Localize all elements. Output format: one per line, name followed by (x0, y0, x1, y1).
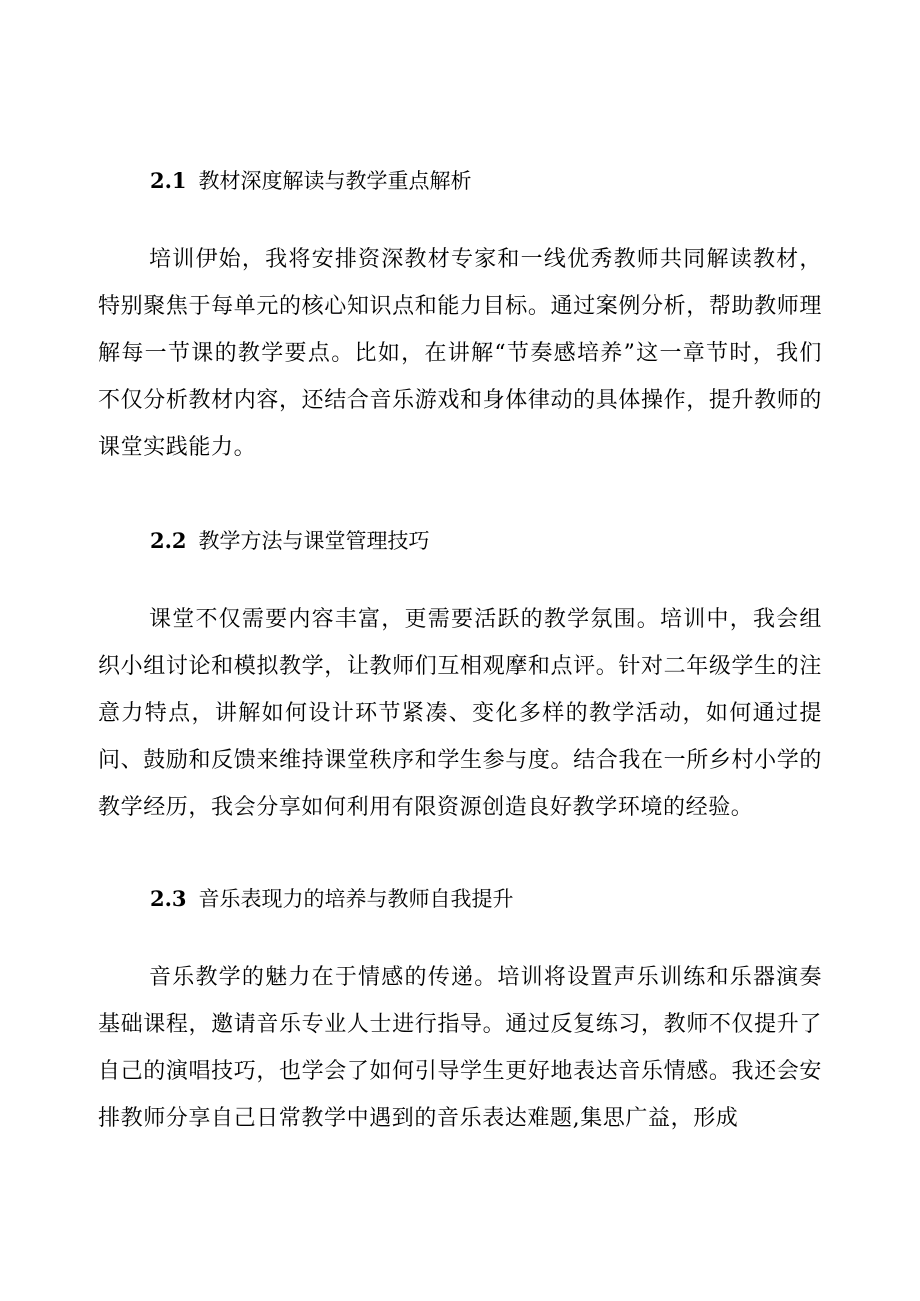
section-paragraph: 音乐教学的魅力在于情感的传递。培训将设置声乐训练和乐器演奏基础课程，邀请音乐专业人士进行指导。通过反复练习，教师不仅提升了自己的演唱技巧，也学会了如何引导学生更好地表达音乐情感。我还会安排教师分享自己日常教学中遇到的音乐表达难题,集思广益，形成 (98, 965, 822, 1131)
section-2-1 (98, 166, 822, 471)
section-title: 音乐表现力的培养与教师自我提升 (198, 887, 514, 911)
section-paragraph: 培训伊始，我将安排资深教材专家和一线优秀教师共同解读教材，特别聚焦于每单元的核心知识点和能力目标。通过案例分析，帮助教师理解每一节课的教学要点。比如，在讲解“节奏感培养”这一章节时，我们不仅分析教材内容，还结合音乐游戏和身体律动的具体操作，提升教师的课堂实践能力。 (98, 247, 822, 460)
section-paragraph: 课堂不仅需要内容丰富，更需要活跃的教学氛围。培训中，我会组织小组讨论和模拟教学，让教师们互相观摩和点评。针对二年级学生的注意力特点，讲解如何设计环节紧凑、变化多样的教学活动，如何通过提问、鼓励和反馈来维持课堂秩序和学生参与度。结合我在一所乡村小学的教学经历，我会分享如何利用有限资源创造良好教学环境的经验。 (98, 607, 822, 820)
section-heading (98, 884, 822, 914)
section-title: 教学方法与课堂管理技巧 (198, 529, 430, 553)
section-number: 2.2 (150, 528, 187, 553)
section-number: 2.3 (150, 886, 187, 911)
section-heading (98, 166, 822, 196)
section-number: 2.1 (150, 168, 187, 193)
section-2-2 (98, 526, 822, 831)
section-2-3 (98, 884, 822, 1142)
section-heading (98, 526, 822, 556)
section-title: 教材深度解读与教学重点解析 (198, 169, 472, 193)
